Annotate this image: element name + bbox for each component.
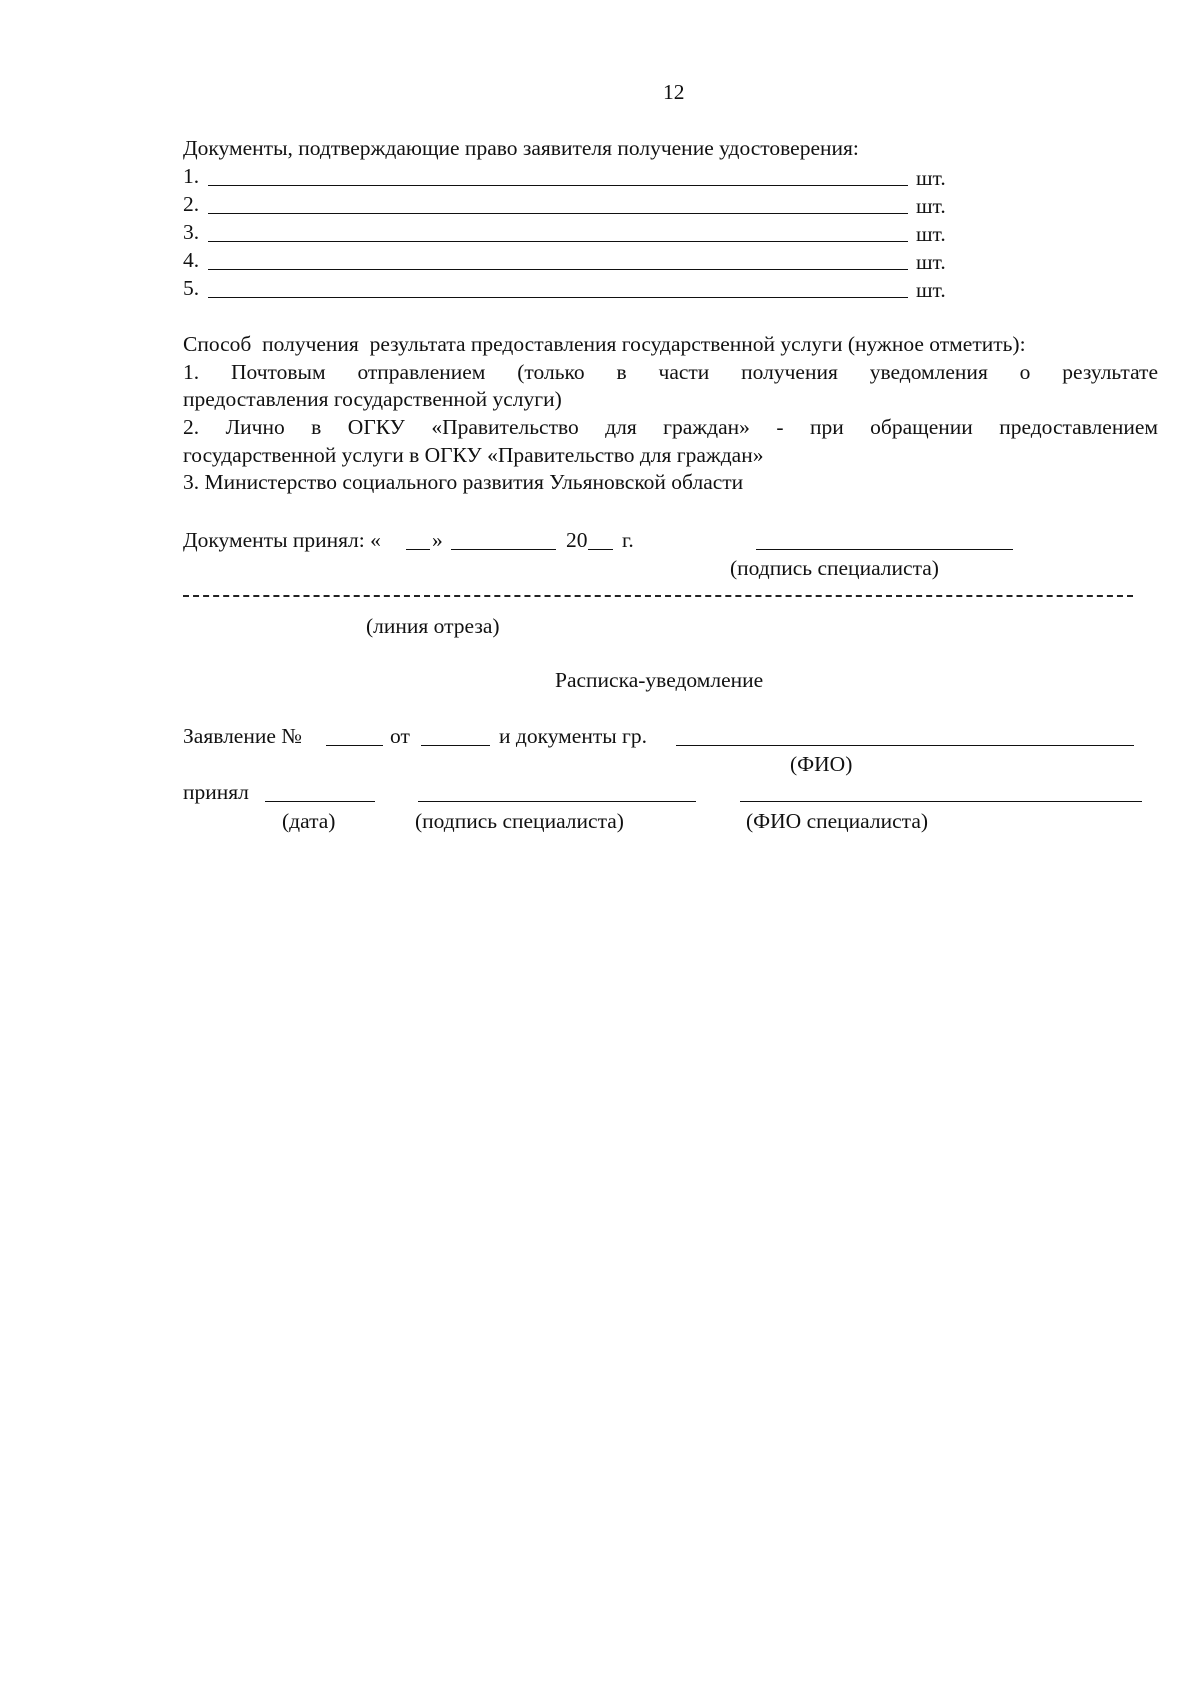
receipt-accepted-signature-field[interactable] [418,801,696,802]
acceptance-quote-close: » [432,528,443,552]
document-item-field[interactable] [208,241,908,242]
receipt-statement-label: Заявление № [183,724,302,748]
acceptance-year-field[interactable] [588,549,613,550]
document-item-field[interactable] [208,185,908,186]
method-option-3[interactable]: 3. Министерство социального развития Ульяновской области [183,470,744,494]
acceptance-signature-field[interactable] [756,549,1013,550]
documents-heading: Документы, подтверждающие право заявителя получение удостоверения: [183,136,859,160]
document-item-number: 5. [183,276,200,300]
receipt-citizen-fio-field[interactable] [676,745,1134,746]
cut-line-caption: (линия отреза) [366,614,500,638]
receipt-accepted-date-field[interactable] [265,801,375,802]
method-option-2-line-1[interactable]: 2. Лично в ОГКУ «Правительство для граждан» - при обращении предоставлением [183,415,1158,439]
document-item-unit: шт. [916,222,946,246]
document-item-number: 3. [183,220,200,244]
receipt-fio-caption: (ФИО) [790,752,853,776]
document-item-number: 2. [183,192,200,216]
receipt-signature-caption: (подпись специалиста) [415,809,624,833]
acceptance-year-suffix: г. [622,528,634,552]
document-item-number: 4. [183,248,200,272]
receipt-date-caption: (дата) [282,809,336,833]
receipt-from-label: от [390,724,410,748]
receipt-accepted-fio-field[interactable] [740,801,1142,802]
document-item-unit: шт. [916,166,946,190]
page-number: 12 [663,80,685,104]
receipt-title: Расписка-уведомление [555,668,764,692]
document-item-number: 1. [183,164,200,188]
receipt-specialist-fio-caption: (ФИО специалиста) [746,809,929,833]
acceptance-label: Документы принял: « [183,528,381,552]
acceptance-year-prefix: 20 [566,528,588,552]
method-option-1-line-2: предоставления государственной услуги) [183,387,562,411]
document-item-unit: шт. [916,194,946,218]
receipt-date-field[interactable] [421,745,490,746]
acceptance-month-field[interactable] [451,549,556,550]
document-item-field[interactable] [208,269,908,270]
cut-line [183,595,1133,597]
document-item-unit: шт. [916,278,946,302]
receipt-statement-number-field[interactable] [326,745,383,746]
document-item-unit: шт. [916,250,946,274]
method-heading: Способ получения результата предоставления государственной услуги (нужное отметить): [183,332,1026,356]
document-item-field[interactable] [208,297,908,298]
receipt-docs-label: и документы гр. [499,724,647,748]
method-option-2-line-2: государственной услуги в ОГКУ «Правительство для граждан» [183,443,764,467]
receipt-accepted-label: принял [183,780,249,804]
document-item-field[interactable] [208,213,908,214]
acceptance-signature-caption: (подпись специалиста) [730,556,939,580]
method-option-1-line-1[interactable]: 1. Почтовым отправлением (только в части получения уведомления о результате [183,360,1158,384]
acceptance-day-field[interactable] [406,549,430,550]
